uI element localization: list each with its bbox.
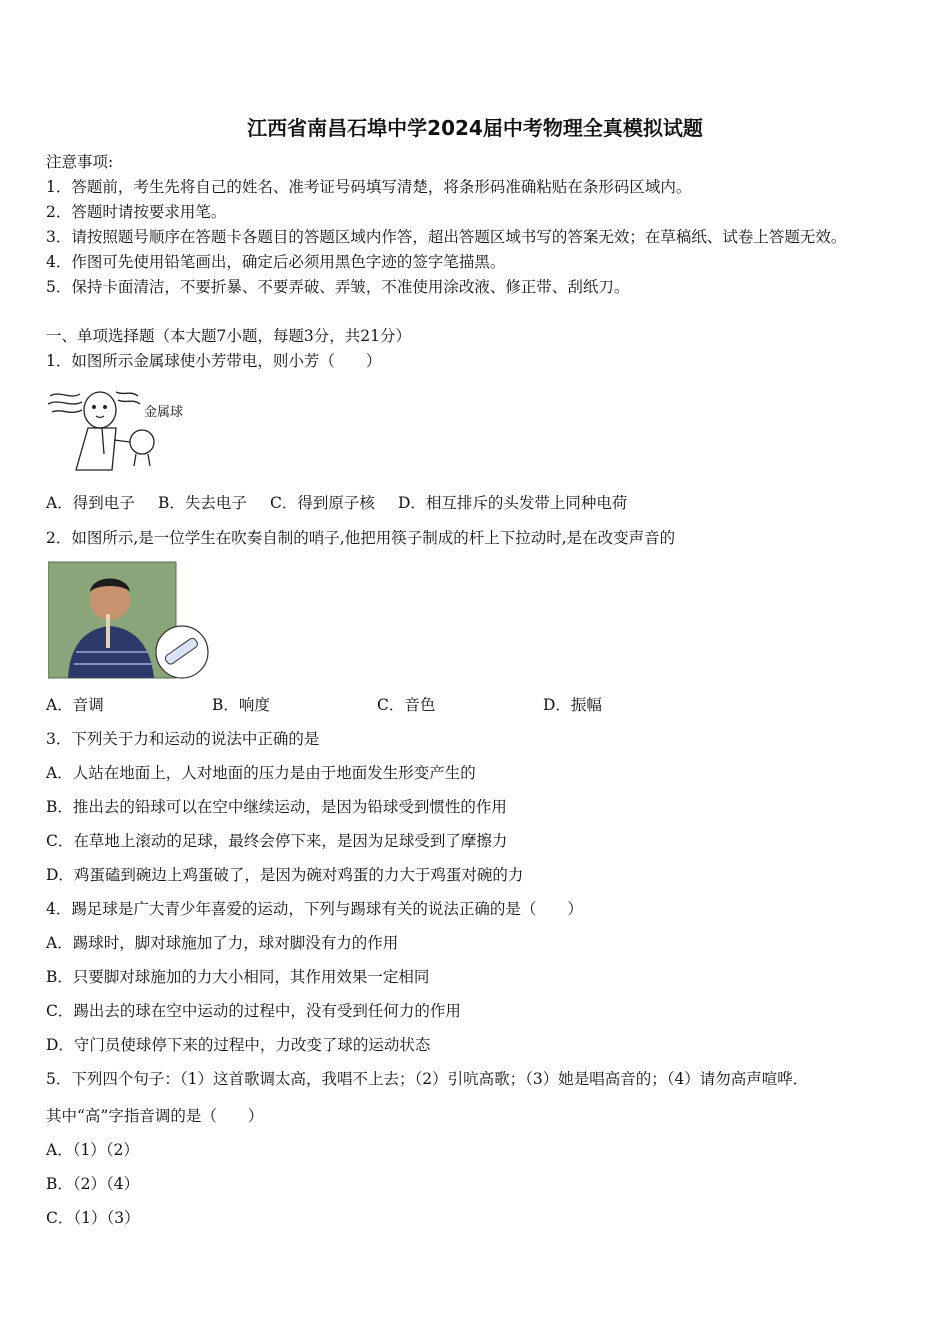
notice-item: 4．作图可先使用铅笔画出，确定后必须用黑色字迹的签字笔描黑。	[46, 253, 506, 271]
q2-option-d: D．振幅	[543, 696, 602, 714]
girl-metal-ball-figure	[46, 382, 196, 474]
question-5-stem-cont: 其中“高”字指音调的是（ ）	[46, 1107, 264, 1125]
q5-option-a: A．（1）（2）	[46, 1141, 139, 1159]
question-1-stem: 1．如图所示金属球使小芳带电，则小芳（ ）	[46, 352, 382, 370]
student-whistle-photo	[48, 560, 213, 682]
q4-option-d: D．守门员使球停下来的过程中，力改变了球的运动状态	[46, 1036, 431, 1054]
question-5-stem: 5．下列四个句子：（1）这首歌调太高，我唱不上去；（2）引吭高歌；（3）她是唱高音的；（4）请勿高声喧哗．	[46, 1070, 809, 1088]
question-3-stem: 3．下列关于力和运动的说法中正确的是	[46, 730, 320, 748]
notice-item: 5．保持卡面清洁，不要折暴、不要弄破、弄皱，不准使用涂改液、修正带、刮纸刀。	[46, 278, 630, 296]
q1-option-a: A．得到电子	[46, 494, 135, 512]
q2-option-c: C．音色	[377, 696, 436, 714]
q1-option-c: C．得到原子核	[270, 494, 375, 512]
page-title: 江西省南昌石埠中学2024届中考物理全真模拟试题	[247, 116, 703, 140]
q3-option-a: A．人站在地面上，人对地面的压力是由于地面发生形变产生的	[46, 764, 476, 782]
q5-option-b: B．（2）（4）	[46, 1175, 140, 1193]
q2-option-a: A．音调	[46, 696, 104, 714]
q4-option-a: A．踢球时，脚对球施加了力，球对脚没有力的作用	[46, 934, 399, 952]
section-heading: 一、单项选择题（本大题7小题，每题3分，共21分）	[46, 327, 411, 345]
notice-heading: 注意事项:	[46, 153, 114, 171]
notice-item: 1．答题前，考生先将自己的姓名、准考证号码填写清楚，将条形码准确粘贴在条形码区域内。	[46, 178, 692, 196]
q3-option-b: B．推出去的铅球可以在空中继续运动，是因为铅球受到惯性的作用	[46, 798, 507, 816]
q2-option-b: B．响度	[212, 696, 270, 714]
q3-option-d: D．鸡蛋磕到碗边上鸡蛋破了，是因为碗对鸡蛋的力大于鸡蛋对碗的力	[46, 866, 524, 884]
q1-option-b: B．失去电子	[158, 494, 247, 512]
question-4-stem: 4．踢足球是广大青少年喜爱的运动，下列与踢球有关的说法正确的是（ ）	[46, 900, 583, 918]
q3-option-c: C．在草地上滚动的足球，最终会停下来，是因为足球受到了摩擦力	[46, 832, 508, 850]
notice-item: 3．请按照题号顺序在答题卡各题目的答题区域内作答，超出答题区域书写的答案无效；在草稿纸、试卷上答题无效。	[46, 228, 847, 246]
q5-option-c: C．（1）（3）	[46, 1209, 140, 1227]
q4-option-b: B．只要脚对球施加的力大小相同，其作用效果一定相同	[46, 968, 430, 986]
q4-option-c: C．踢出去的球在空中运动的过程中，没有受到任何力的作用	[46, 1002, 461, 1020]
question-2-stem: 2．如图所示,是一位学生在吹奏自制的哨子,他把用筷子制成的杆上下拉动时,是在改变声音的	[46, 529, 676, 547]
metal-ball-label: 金属球	[144, 405, 184, 420]
q1-option-d: D．相互排斥的头发带上同种电荷	[398, 494, 628, 512]
notice-item: 2．答题时请按要求用笔。	[46, 203, 227, 221]
